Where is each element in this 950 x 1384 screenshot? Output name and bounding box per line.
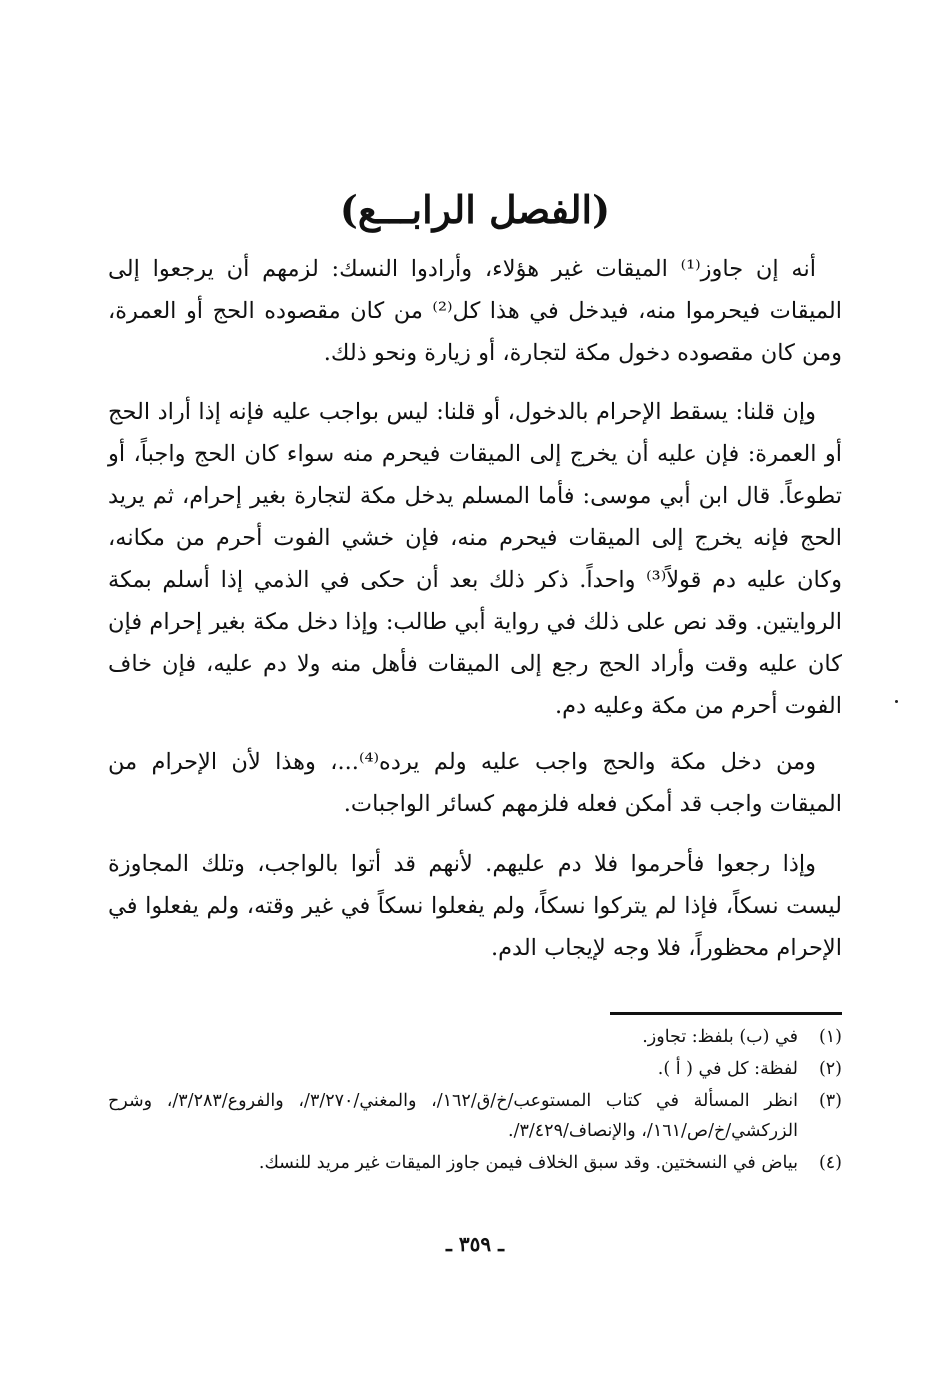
footnote-2: [108, 1054, 842, 1084]
footnotes: [108, 1022, 842, 1180]
paragraph-text: وإذا رجعوا فأحرموا فلا دم عليهم. لأنهم قد أتوا بالواجب، وتلك المجاوزة ليست نسكاً، فإذا لم يتركوا نسكاً، ولم يفعلوا نسكاً في غير وقته، ولم يفعلوا في الإحرام محظوراً، فلا وجه لإيجاب الدم.: [108, 851, 842, 961]
paragraph-4: [108, 843, 842, 969]
footnote-1: [108, 1022, 842, 1052]
chapter-title: (الفصل الرابـــع): [339, 187, 611, 232]
footnote-number: (٣): [818, 1091, 842, 1111]
footnote-number: (١): [818, 1027, 842, 1047]
scan-speck: [895, 700, 898, 703]
paragraph-text: ومن دخل مكة والحج واجب عليه ولم يرده⁽⁴⁾...، وهذا لأن الإحرام من الميقات واجب قد أمكن فعله فلزمهم كسائر الواجبات.: [108, 749, 842, 817]
paragraph-3: [108, 741, 842, 825]
paragraph-text: أنه إن جاوز⁽¹⁾ الميقات غير هؤلاء، وأرادوا النسك: لزمهم أن يرجعوا إلى الميقات فيحرموا منه، فيدخل في هذا كل⁽²⁾ من كان مقصوده الحج أو العمرة، ومن كان مقصوده دخول مكة لتجارة، أو زيارة ونحو ذلك.: [108, 256, 842, 366]
footnote-separator: [610, 1012, 842, 1015]
page-number: ـ ٣٥٩ ـ: [446, 1232, 504, 1256]
paragraph-2: [108, 391, 842, 727]
footnote-number: (٤): [818, 1153, 842, 1173]
footnote-number: (٢): [818, 1059, 842, 1079]
footnote-text: انظر المسألة في كتاب المستوعب/خ/ق/١٦٢/، والمغني/٣/٢٧٠/، والفروع/٣/٢٨٣/، وشرح الزركشي/خ/ص/١٦١/، والإنصاف/٣/٤٢٩/.: [108, 1091, 798, 1141]
paragraph-text: وإن قلنا: يسقط الإحرام بالدخول، أو قلنا: ليس بواجب عليه فإنه إذا أراد الحج أو العمرة: فإن عليه أن يخرج إلى الميقات فيحرم منه سواء كان الحج واجباً، أو تطوعاً. قال ابن أبي موسى: فأما المسلم يدخل مكة لتجارة بغير إحرام، ثم يريد الحج فإنه يخرج إلى الميقات فيحرم منه، فإن خشي الفوت أحرم من مكانه، وكان عليه دم قولاً⁽³⁾ واحداً. ذكر ذلك بعد أن حكى في الذمي إذا أسلم بمكة الروايتين. وقد نص على ذلك في رواية أبي طالب: وإذا دخل مكة بغير إحرام فإن كان عليه وقت وأراد الحج رجع إلى الميقات فأهل منه ولا دم عليه، فإن خاف الفوت أحرم من مكة وعليه دم.: [108, 399, 842, 719]
footnote-text: في (ب) بلفظ: تجاوز.: [642, 1027, 798, 1047]
footnote-3: [108, 1086, 842, 1146]
footnote-text: لفظة: كل في ( أ ).: [657, 1059, 798, 1079]
footnote-4: [108, 1148, 842, 1178]
footnote-text: بياض في النسختين. وقد سبق الخلاف فيمن جاوز الميقات غير مريد للنسك.: [258, 1153, 798, 1173]
paragraph-1: [108, 248, 842, 374]
